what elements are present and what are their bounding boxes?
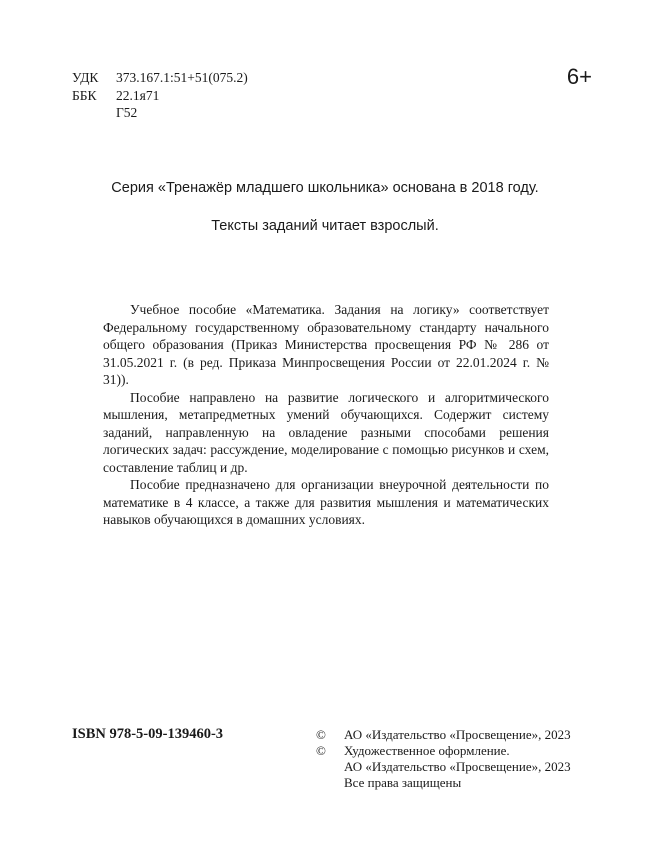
abstract-paragraph-audience: Пособие предназначено для организации внеурочной деятельности по математике в 4 классе, а также для развития мышления и математических навыков обучающихся в домашних условиях. — [103, 477, 549, 527]
copyright-icon: © — [316, 727, 326, 742]
series-note: Серия «Тренажёр младшего школьника» основана в 2018 году. — [111, 180, 539, 196]
author-mark: Г52 — [116, 105, 138, 120]
copyright-line — [316, 743, 571, 759]
age-rating: 6+ — [566, 64, 592, 89]
rights-reserved: Все права защищены — [344, 775, 462, 790]
udk-label: УДК — [72, 70, 99, 85]
bbk-row — [72, 87, 248, 105]
copyright-line — [316, 775, 571, 791]
reading-note: Тексты заданий читает взрослый. — [211, 218, 439, 234]
copyright-publisher: АО «Издательство «Просвещение», 2023 — [344, 727, 571, 742]
copyright-line — [316, 727, 571, 743]
book-abstract — [103, 301, 549, 529]
udk-code: 373.167.1:51+51(075.2) — [116, 70, 248, 85]
copyright-line — [316, 759, 571, 775]
copyright-design-owner: АО «Издательство «Просвещение», 2023 — [344, 759, 571, 774]
isbn: ISBN 978-5-09-139460-3 — [72, 726, 224, 742]
copyright-design: Художественное оформление. — [344, 743, 510, 758]
copyright-icon: © — [316, 743, 326, 758]
abstract-paragraph-standard: Учебное пособие «Математика. Задания на логику» соответствует Федеральному государственному образовательному стандарту начального общего образования (Приказ Министерства просвещения РФ № 286 от 31.05.2021 г. (в ред. Приказа Минпросвещения России от 22.01.2024 г. № 31)). — [103, 302, 549, 387]
bbk-label: ББК — [72, 87, 97, 103]
copyright-block — [316, 727, 571, 791]
bbk-code: 22.1я71 — [116, 87, 160, 103]
udk-row — [72, 69, 248, 87]
author-mark-row — [72, 104, 248, 122]
classification-block — [72, 69, 248, 122]
abstract-paragraph-purpose: Пособие направлено на развитие логического и алгоритмического мышления, метапредметных умений обучающихся. Содержит систему заданий, направленную на овладение разными способами решения логических задач: рассуждение, моделирование с помощью рисунков и схем, составление таблиц и др. — [103, 389, 549, 475]
